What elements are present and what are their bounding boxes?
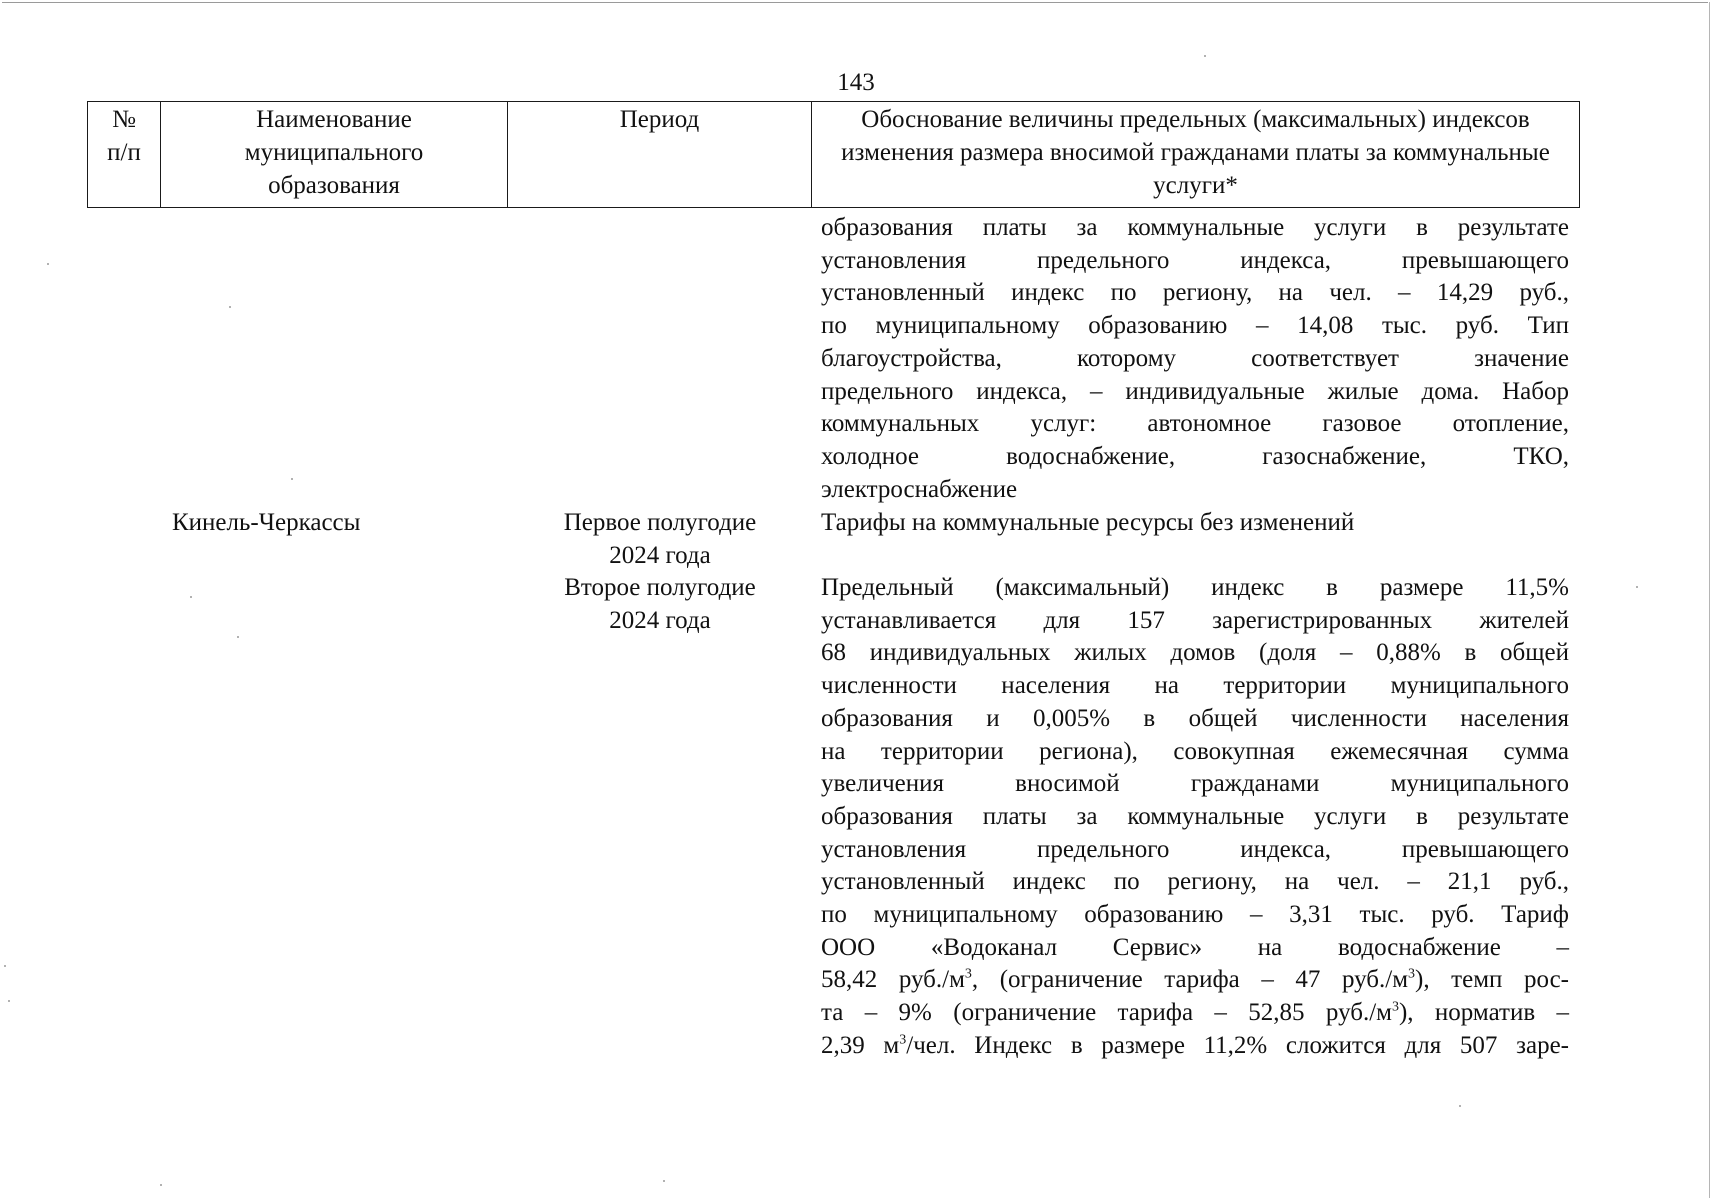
text-line: установленный индекс по региону, на чел. – 14,29 руб., <box>821 279 1569 307</box>
text-line: устанавливается для 157 зарегистрированных жителей <box>821 606 1569 634</box>
header-municipality: Наименование муниципального образования <box>161 102 508 207</box>
text-line: 2,39 $м^3$/чел. Индекс в размере 11,2% сложится для 507 заре- <box>821 1031 1569 1059</box>
scan-speck <box>4 965 6 967</box>
header-number: № п/п <box>88 102 161 207</box>
text-line: установления предельного индекса, превышающего <box>821 835 1569 863</box>
table-header <box>87 101 1580 208</box>
text-line: численности населения на территории муниципального <box>821 672 1569 700</box>
text-line: электроснабжение <box>821 475 1018 503</box>
text-line: на территории региона), совокупная ежемесячная сумма <box>821 737 1569 765</box>
text-line: по муниципальному образованию – 14,08 тыс. руб. Тип <box>821 312 1569 340</box>
text-line: образования платы за коммунальные услуги в результате <box>821 802 1569 830</box>
page-number: 143 <box>837 69 875 96</box>
text-line: холодное водоснабжение, газоснабжение, ТКО, <box>821 442 1569 470</box>
text-line: установления предельного индекса, превышающего <box>821 246 1569 274</box>
municipality-name: Кинель-Черкассы <box>172 509 361 536</box>
text-line: ООО «Водоканал Сервис» на водоснабжение – <box>821 933 1569 961</box>
scan-speck <box>190 596 192 598</box>
text-line: образования и 0,005% в общей численности населения <box>821 704 1569 732</box>
scan-speck <box>1459 1105 1461 1107</box>
text-line: по муниципальному образованию – 3,31 тыс. руб. Тариф <box>821 901 1569 929</box>
scan-speck <box>1636 586 1638 588</box>
period-second-half: Второе полугодие 2024 года <box>564 574 756 634</box>
scan-edge-top <box>2 2 1708 3</box>
scan-speck <box>47 263 49 265</box>
header-period: Период <box>508 102 812 207</box>
text-line: увеличения вносимой гражданами муниципального <box>821 770 1569 798</box>
scan-speck <box>237 636 239 638</box>
text-line: 68 индивидуальных жилых домов (доля – 0,88% в общей <box>821 639 1569 667</box>
period-first-half: Первое полугодие 2024 года <box>563 509 757 569</box>
basis-continuation <box>821 212 1569 506</box>
basis-second-half <box>821 572 1569 1063</box>
scan-speck <box>1204 55 1206 57</box>
text-line: коммунальных услуг: автономное газовое отопление, <box>821 410 1569 438</box>
header-basis: Обоснование величины предельных (максимальных) индексов изменения размера вносимой гражданами платы за коммунальные услуги* <box>841 106 1550 199</box>
text-line: та – 9% (ограничение тарифа – 52,85 $руб./м^3$), норматив – <box>821 999 1569 1027</box>
text-line: 58,42 $руб./м^3$, (ограничение тарифа – 47 $руб./м^3$), темп рос- <box>821 966 1570 994</box>
text-line: Предельный (максимальный) индекс в размере 11,5% <box>821 574 1569 601</box>
scan-speck <box>8 1000 10 1002</box>
scan-speck <box>229 306 231 308</box>
text-line: Тарифы на коммунальные ресурсы без изменений <box>821 509 1355 536</box>
text-line: благоустройства, которому соответствует значение <box>821 344 1569 372</box>
scan-edge-right <box>1709 2 1710 1198</box>
text-line: предельного индекса, – индивидуальные жилые дома. Набор <box>821 377 1569 405</box>
text-line: образования платы за коммунальные услуги в результате <box>821 214 1569 241</box>
scan-speck <box>663 1180 665 1182</box>
basis-first-half <box>821 507 1569 540</box>
text-line: установленный индекс по региону, на чел. – 21,1 руб., <box>821 868 1569 896</box>
scan-speck <box>160 1184 162 1186</box>
scan-speck <box>291 478 293 480</box>
